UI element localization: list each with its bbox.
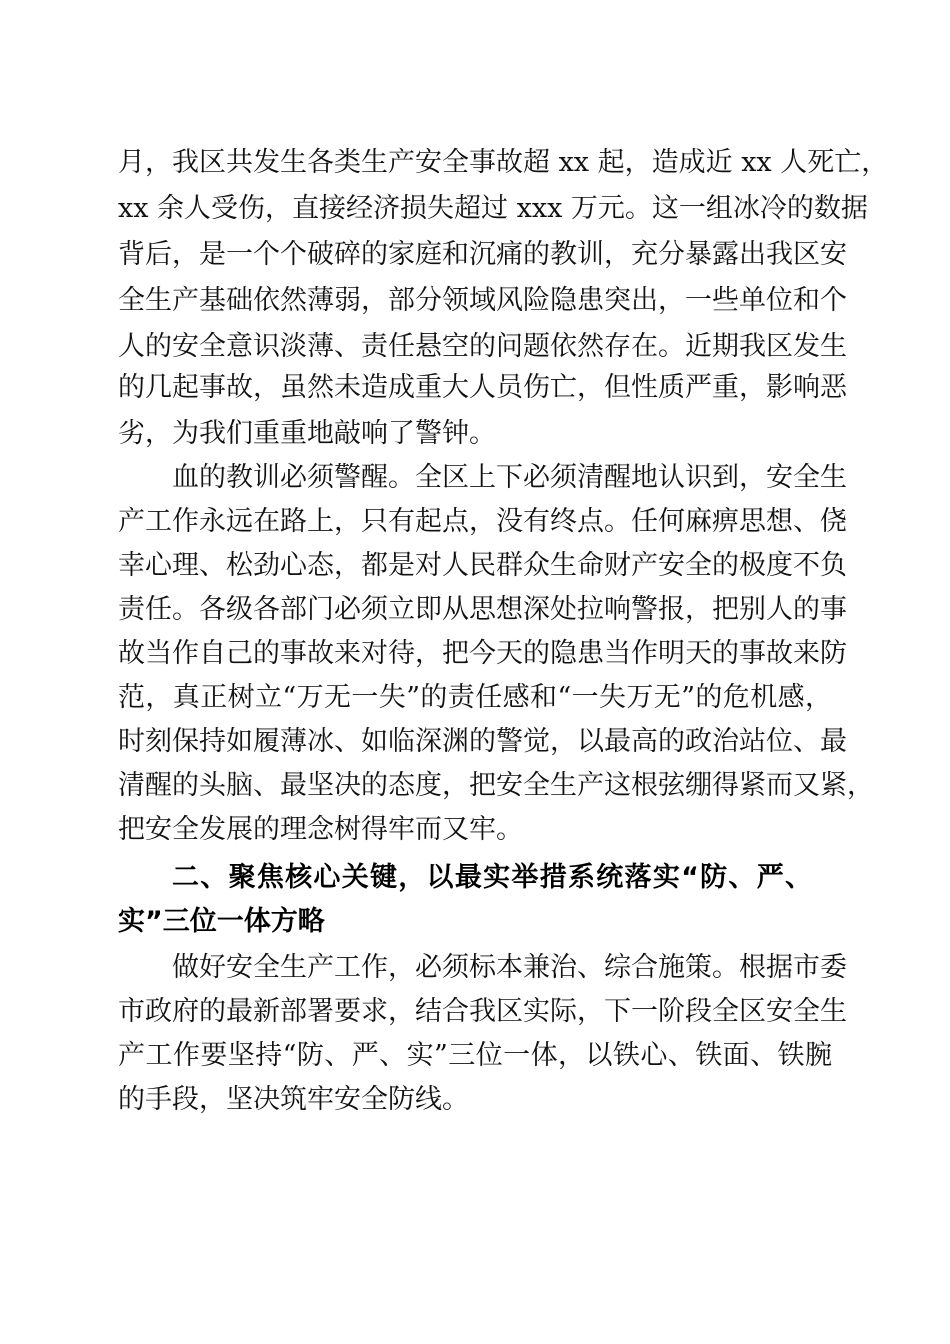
paragraph-2-line-5: 故当作自己的事故来对待，把今天的隐患当作明天的事故来防 xyxy=(118,638,847,669)
section-heading-line-2: 实”三位一体方略 xyxy=(118,906,325,937)
section-heading-line-1: 二、聚焦核心关键，以最实举措系统落实“防、严、 xyxy=(172,862,812,893)
paragraph-2-line-7: 时刻保持如履薄冰、如临深渊的警觉，以最高的政治站位、最 xyxy=(118,726,847,757)
paragraph-3-line-2: 市政府的最新部署要求，结合我区实际，下一阶段全区安全生 xyxy=(118,996,847,1027)
paragraph-1-line-7: 劣，为我们重重地敲响了警钟。 xyxy=(118,418,496,449)
paragraph-3-line-3: 产工作要坚持“防、严、实”三位一体，以铁心、铁面、铁腕 xyxy=(118,1040,832,1071)
paragraph-1-line-4: 全生产基础依然薄弱，部分领域风险隐患突出，一些单位和个 xyxy=(118,285,847,316)
paragraph-1-line-5: 人的安全意识淡薄、责任悬空的问题依然存在。近期我区发生 xyxy=(118,331,847,362)
paragraph-3-line-4: 的手段，坚决筑牢安全防线。 xyxy=(118,1084,469,1115)
paragraph-2-line-8: 清醒的头脑、最坚决的态度，把安全生产这根弦绷得紧而又紧， xyxy=(118,770,874,801)
paragraph-2-line-4: 责任。各级各部门必须立即从思想深处拉响警报，把别人的事 xyxy=(118,594,847,625)
paragraph-2-line-3: 幸心理、松劲心态，都是对人民群众生命财产安全的极度不负 xyxy=(118,550,847,581)
paragraph-2-line-1: 血的教训必须警醒。全区上下必须清醒地认识到，安全生 xyxy=(172,462,847,493)
paragraph-2-line-6: 范，真正树立“万无一失”的责任感和“一失万无”的危机感， xyxy=(118,682,832,713)
paragraph-1-line-1: 月，我区共发生各类生产安全事故超 xx 起，造成近 xx 人死亡， xyxy=(118,147,889,178)
paragraph-1-line-6: 的几起事故，虽然未造成重大人员伤亡，但性质严重，影响恶 xyxy=(118,372,847,403)
paragraph-2-line-2: 产工作永远在路上，只有起点，没有终点。任何麻痹思想、侥 xyxy=(118,506,847,537)
paragraph-1-line-2: xx 余人受伤，直接经济损失超过 xxx 万元。这一组冰冷的数据 xyxy=(118,193,868,224)
paragraph-2-line-9: 把安全发展的理念树得牢而又牢。 xyxy=(118,814,523,845)
paragraph-3-line-1: 做好安全生产工作，必须标本兼治、综合施策。根据市委 xyxy=(172,952,847,983)
paragraph-1-line-3: 背后，是一个个破碎的家庭和沉痛的教训，充分暴露出我区安 xyxy=(118,239,847,270)
